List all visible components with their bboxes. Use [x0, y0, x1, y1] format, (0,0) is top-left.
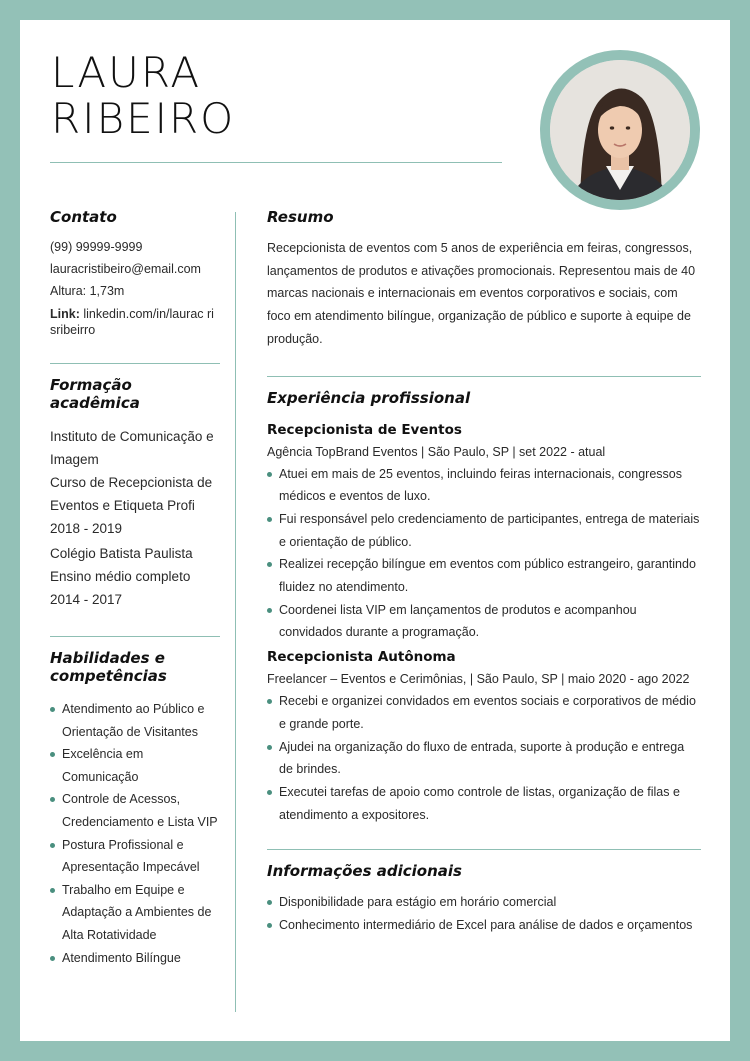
edu-course: Curso de Recepcionista de Eventos e Etiqueta Profi	[50, 475, 213, 513]
additional-item: Disponibilidade para estágio em horário comercial	[267, 891, 701, 914]
skill-item: Postura Profissional e Apresentação Impecável	[50, 834, 220, 879]
resume-page	[20, 20, 730, 1041]
contact-email: lauracristibeiro@email.com	[50, 262, 201, 276]
left-column	[50, 208, 220, 969]
job-bullet: Recebi e organizei convidados em eventos sociais e corporativos de médio e grande porte.	[267, 690, 701, 735]
job-bullet: Executei tarefas de apoio como controle de listas, organização de filas e atendimento a expositores.	[267, 781, 701, 826]
job-bullets	[267, 690, 701, 826]
title-divider	[50, 162, 502, 163]
experiencia-heading: Experiência profissional	[267, 388, 471, 407]
edu-years: 2018 - 2019	[50, 521, 123, 536]
right-divider-2	[267, 849, 701, 850]
job-meta: Agência TopBrand Eventos | São Paulo, SP | set 2022 - atual	[267, 444, 606, 459]
candidate-name	[51, 50, 235, 142]
right-divider-1	[267, 376, 701, 377]
skills-list	[50, 698, 220, 969]
additional-info-list	[267, 891, 701, 936]
job-bullet: Ajudei na organização do fluxo de entrada, suporte à produção e entrega de brindes.	[267, 736, 701, 781]
skill-item: Trabalho em Equipe e Adaptação a Ambientes de Alta Rotatividade	[50, 879, 220, 947]
additional-item: Conhecimento intermediário de Excel para análise de dados e orçamentos	[267, 914, 701, 937]
edu-entry-2	[50, 542, 220, 611]
left-divider-2	[50, 636, 220, 637]
job-bullet: Coordenei lista VIP em lançamentos de produtos e acompanhou convidados durante a programação.	[267, 599, 701, 644]
job-bullets	[267, 463, 701, 645]
profile-photo-frame	[540, 50, 700, 210]
column-divider	[235, 212, 236, 1012]
resumo-text: Recepcionista de eventos com 5 anos de experiência em feiras, congressos, lançamentos de produtos e ativações promocionais. Representou mais de 40 marcas nacionais e internacionais em eventos corporativos e sociais, com foco em atendimento bilíngue, organização de público e suporte à equipe de produção.	[267, 241, 696, 346]
job-entry-2	[267, 648, 701, 826]
job-entry-1	[267, 421, 701, 645]
right-column	[267, 208, 701, 937]
formacao-heading: Formação acadêmica	[50, 376, 140, 412]
resumo-heading: Resumo	[267, 208, 334, 226]
job-title: Recepcionista Autônoma	[267, 649, 456, 666]
job-bullet: Fui responsável pelo credenciamento de participantes, entrega de materiais e orientação de público.	[267, 508, 701, 553]
portrait-image	[550, 60, 690, 200]
job-bullet: Realizei recepção bilíngue em eventos com público estrangeiro, garantindo fluidez no atendimento.	[267, 553, 701, 598]
left-divider-1	[50, 363, 220, 364]
last-name: RIBEIRO	[51, 94, 236, 143]
edu-institution: Instituto de Comunicação e Imagem	[50, 429, 214, 467]
skill-item: Excelência em Comunicação	[50, 743, 220, 788]
skill-item: Controle de Acessos, Credenciamento e Lista VIP	[50, 788, 220, 833]
job-meta: Freelancer – Eventos e Cerimônias, | São Paulo, SP | maio 2020 - ago 2022	[267, 672, 690, 687]
linkedin-url[interactable]: linkedin.com/in/laurac risribeirro	[50, 307, 214, 337]
edu-course: Ensino médio completo	[50, 569, 191, 584]
skill-item: Atendimento ao Público e Orientação de Visitantes	[50, 698, 220, 743]
contact-height: Altura: 1,73m	[50, 284, 125, 298]
habilidades-heading: Habilidades e competências	[50, 649, 167, 685]
contact-phone: (99) 99999-9999	[50, 240, 143, 254]
adicionais-heading: Informações adicionais	[267, 862, 462, 881]
first-name: LAURA	[51, 48, 202, 97]
skill-item: Atendimento Bilíngue	[50, 947, 220, 970]
job-title: Recepcionista de Eventos	[267, 421, 462, 438]
job-bullet: Atuei em mais de 25 eventos, incluindo feiras internacionais, congressos médicos e eventos de luxo.	[267, 463, 701, 508]
profile-photo	[550, 60, 690, 200]
edu-entry-1	[50, 425, 220, 540]
edu-years: 2014 - 2017	[50, 592, 123, 607]
contato-heading: Contato	[50, 208, 117, 226]
contact-linkedin	[50, 306, 220, 338]
linkedin-label: Link:	[50, 307, 80, 321]
edu-institution: Colégio Batista Paulista	[50, 546, 193, 561]
